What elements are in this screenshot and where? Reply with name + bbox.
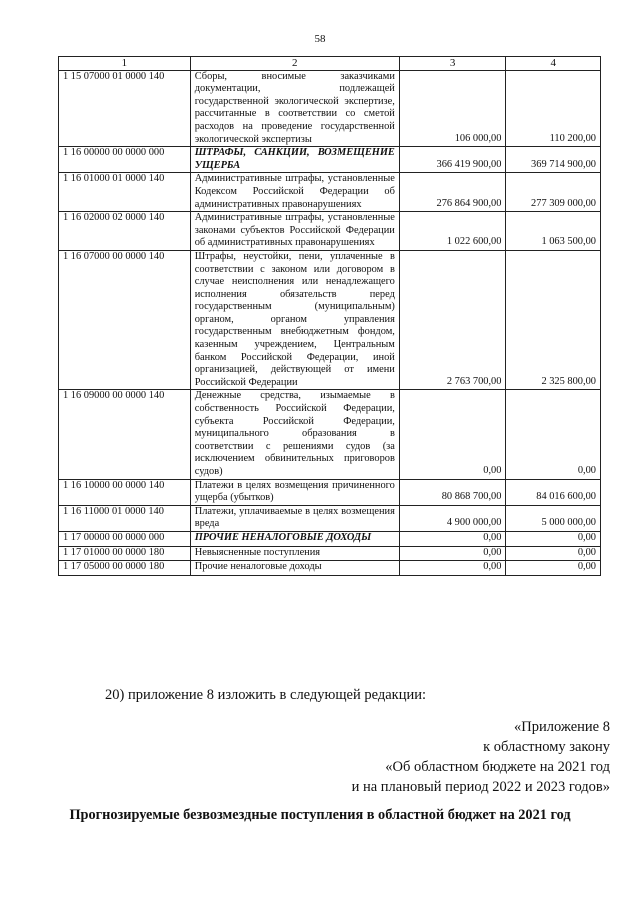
table-row xyxy=(59,546,601,561)
table-row xyxy=(59,250,601,390)
column-header: 4 xyxy=(506,57,601,71)
row-code: 1 16 07000 00 0000 140 xyxy=(59,250,191,390)
row-value-2022: 84 016 600,00 xyxy=(506,479,601,505)
amendment-instruction: 20) приложение 8 изложить в следующей редакции: xyxy=(105,687,427,703)
revenue-table xyxy=(58,56,601,576)
column-header: 1 xyxy=(59,57,191,71)
row-value-2021: 0,00 xyxy=(399,390,506,479)
table-row xyxy=(59,479,601,505)
row-code: 1 16 01000 01 0000 140 xyxy=(59,173,191,212)
page-number: 58 xyxy=(314,33,326,45)
appendix-header xyxy=(352,717,610,797)
row-code: 1 16 00000 00 0000 000 xyxy=(59,147,191,173)
row-name: ПРОЧИЕ НЕНАЛОГОВЫЕ ДОХОДЫ xyxy=(190,531,399,546)
row-value-2021: 1 022 600,00 xyxy=(399,212,506,251)
table-row xyxy=(59,390,601,479)
row-value-2022: 0,00 xyxy=(506,546,601,561)
row-name: Штрафы, неустойки, пени, уплаченные в соответствии с законом или договором в случае неисполнения или ненадлежащего исполнения обязательств перед государственным (муниципальным) органом, органом управления государственным внебюджетным фондом, казенным учреждением, Центральным банком Российской Федерации, иной организацией, действующей от имени Российской Федерации xyxy=(190,250,399,390)
row-value-2022: 2 325 800,00 xyxy=(506,250,601,390)
row-value-2021: 106 000,00 xyxy=(399,70,506,147)
appendix-line: «Приложение 8 xyxy=(514,719,610,735)
row-name: ШТРАФЫ, САНКЦИИ, ВОЗМЕЩЕНИЕ УЩЕРБА xyxy=(190,147,399,173)
row-value-2022: 5 000 000,00 xyxy=(506,505,601,531)
row-name: Административные штрафы, установленные законами субъектов Российской Федерации об административных правонарушениях xyxy=(190,212,399,251)
row-value-2022: 0,00 xyxy=(506,561,601,576)
row-value-2022: 1 063 500,00 xyxy=(506,212,601,251)
row-value-2021: 276 864 900,00 xyxy=(399,173,506,212)
section-title: Прогнозируемые безвозмездные поступления в областной бюджет на 2021 год xyxy=(69,807,571,823)
row-code: 1 15 07000 01 0000 140 xyxy=(59,70,191,147)
row-code: 1 17 05000 00 0000 180 xyxy=(59,561,191,576)
row-code: 1 17 01000 00 0000 180 xyxy=(59,546,191,561)
row-code: 1 16 02000 02 0000 140 xyxy=(59,212,191,251)
row-name: Платежи, уплачиваемые в целях возмещения вреда xyxy=(190,505,399,531)
table-row xyxy=(59,212,601,251)
table-row xyxy=(59,70,601,147)
table-row xyxy=(59,505,601,531)
row-value-2021: 0,00 xyxy=(399,546,506,561)
row-value-2021: 80 868 700,00 xyxy=(399,479,506,505)
row-value-2021: 4 900 000,00 xyxy=(399,505,506,531)
row-code: 1 16 09000 00 0000 140 xyxy=(59,390,191,479)
table-row xyxy=(59,561,601,576)
row-name: Прочие неналоговые доходы xyxy=(190,561,399,576)
table-row xyxy=(59,531,601,546)
column-header: 2 xyxy=(190,57,399,71)
table-header-row xyxy=(59,57,601,71)
row-code: 1 17 00000 00 0000 000 xyxy=(59,531,191,546)
row-name: Административные штрафы, установленные Кодексом Российской Федерации об административных правонарушениях xyxy=(190,173,399,212)
row-value-2022: 0,00 xyxy=(506,390,601,479)
row-code: 1 16 10000 00 0000 140 xyxy=(59,479,191,505)
row-value-2022: 0,00 xyxy=(506,531,601,546)
appendix-line: к областному закону xyxy=(483,739,610,755)
row-value-2021: 366 419 900,00 xyxy=(399,147,506,173)
table-row xyxy=(59,147,601,173)
row-value-2022: 369 714 900,00 xyxy=(506,147,601,173)
row-value-2022: 277 309 000,00 xyxy=(506,173,601,212)
row-value-2021: 2 763 700,00 xyxy=(399,250,506,390)
row-value-2021: 0,00 xyxy=(399,531,506,546)
table-row xyxy=(59,173,601,212)
column-header: 3 xyxy=(399,57,506,71)
row-value-2022: 110 200,00 xyxy=(506,70,601,147)
row-value-2021: 0,00 xyxy=(399,561,506,576)
row-name: Денежные средства, изымаемые в собственность Российской Федерации, субъекта Российской Федерации, муниципального образования в соответствии с решениями судов (за исключением обвинительных приговоров судов) xyxy=(190,390,399,479)
row-name: Невыясненные поступления xyxy=(190,546,399,561)
row-name: Сборы, вносимые заказчиками документации, подлежащей государственной экологической экспертизе, рассчитанные в соответствии со сметой расходов на проведение государственной экологической экспертизы xyxy=(190,70,399,147)
row-name: Платежи в целях возмещения причиненного ущерба (убытков) xyxy=(190,479,399,505)
appendix-line: «Об областном бюджете на 2021 год xyxy=(385,759,610,775)
row-code: 1 16 11000 01 0000 140 xyxy=(59,505,191,531)
appendix-line: и на плановый период 2022 и 2023 годов» xyxy=(351,779,610,795)
